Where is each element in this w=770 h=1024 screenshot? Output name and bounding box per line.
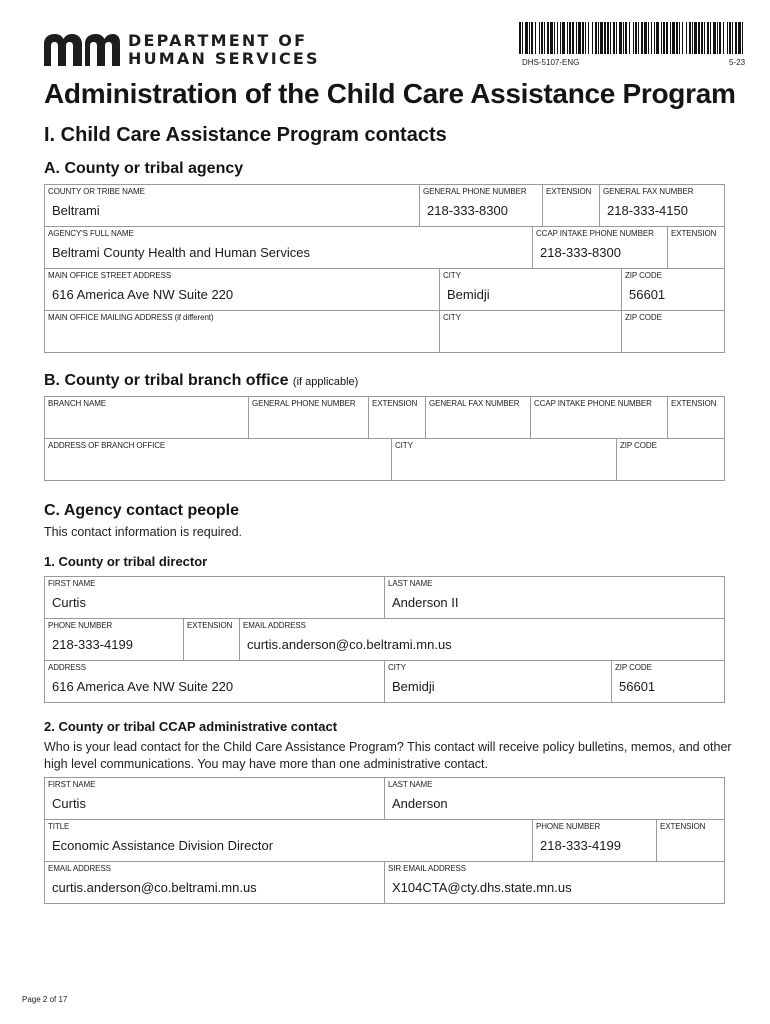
section-c-heading: C. Agency contact people	[44, 502, 239, 519]
admin-sir-email-field[interactable]: SIR EMAIL ADDRESS X104CTA@cty.dhs.state.mn.us	[384, 861, 725, 904]
admin-email-field[interactable]: EMAIL ADDRESS curtis.anderson@co.beltrami.mn.us	[44, 861, 385, 904]
main-office-zip-value: 56601	[629, 287, 666, 302]
main-office-mailing-field[interactable]: MAIN OFFICE MAILING ADDRESS (if different)	[44, 310, 440, 353]
section-c-note: This contact information is required.	[44, 525, 243, 539]
admin-contact-description: Who is your lead contact for the Child Care Assistance Program? This contact will receive policy bulletins, memos, and other high level communications. You may have more than one administrative contact.	[44, 740, 732, 771]
branch-address-field[interactable]: ADDRESS OF BRANCH OFFICE	[44, 438, 392, 481]
main-office-city-field[interactable]: CITY Bemidji	[439, 268, 622, 311]
mn-logo-icon	[44, 34, 120, 66]
director-address-value: 616 America Ave NW Suite 220	[52, 679, 234, 694]
branch-name-field[interactable]: BRANCH NAME	[44, 396, 249, 439]
admin-extension-field[interactable]: EXTENSION	[656, 819, 725, 862]
form-number: DHS-5107-ENG	[522, 58, 580, 67]
branch-ccap-intake-field[interactable]: CCAP INTAKE PHONE NUMBER	[530, 396, 668, 439]
ccap-intake-phone-field[interactable]: CCAP INTAKE PHONE NUMBER 218-333-8300	[532, 226, 668, 269]
director-address-field[interactable]: ADDRESS 616 America Ave NW Suite 220	[44, 660, 385, 703]
general-fax-field[interactable]: GENERAL FAX NUMBER 218-333-4150	[599, 184, 725, 227]
county-name-value: Beltrami	[52, 203, 100, 218]
director-zip-value: 56601	[619, 679, 656, 694]
admin-first-name-value: Curtis	[52, 796, 86, 811]
section-a-heading: A. County or tribal agency	[44, 160, 244, 177]
director-first-name-field[interactable]: FIRST NAME Curtis	[44, 576, 385, 619]
general-phone-extension-field[interactable]: EXTENSION	[542, 184, 600, 227]
admin-email-value: curtis.anderson@co.beltrami.mn.us	[52, 880, 257, 895]
admin-phone-value: 218-333-4199	[540, 838, 621, 853]
director-extension-field[interactable]: EXTENSION	[183, 618, 240, 661]
director-email-field[interactable]: EMAIL ADDRESS curtis.anderson@co.beltrami.mn.us	[239, 618, 725, 661]
branch-extension-field[interactable]: EXTENSION	[368, 396, 426, 439]
general-fax-value: 218-333-4150	[607, 203, 688, 218]
branch-city-field[interactable]: CITY	[391, 438, 617, 481]
section-title: I. Child Care Assistance Program contacts	[44, 124, 447, 146]
logo-text-department: DEPARTMENT OF	[128, 31, 308, 50]
form-date: 5-23	[729, 58, 746, 67]
admin-last-name-value: Anderson	[392, 796, 448, 811]
document-title: Administration of the Child Care Assistance Program	[44, 78, 736, 109]
section-b-heading: B. County or tribal branch office (if applicable)	[44, 372, 359, 389]
mailing-city-field[interactable]: CITY	[439, 310, 622, 353]
general-phone-field[interactable]: GENERAL PHONE NUMBER 218-333-8300	[419, 184, 543, 227]
main-office-street-field[interactable]: MAIN OFFICE STREET ADDRESS 616 America Ave NW Suite 220	[44, 268, 440, 311]
admin-first-name-field[interactable]: FIRST NAME Curtis	[44, 777, 385, 820]
director-email-value: curtis.anderson@co.beltrami.mn.us	[247, 637, 452, 652]
admin-title-field[interactable]: TITLE Economic Assistance Division Director	[44, 819, 533, 862]
admin-sir-email-value: X104CTA@cty.dhs.state.mn.us	[392, 880, 572, 895]
admin-title-value: Economic Assistance Division Director	[52, 838, 274, 853]
director-last-name-field[interactable]: LAST NAME Anderson II	[384, 576, 725, 619]
agency-full-name-value: Beltrami County Health and Human Services	[52, 245, 310, 260]
director-city-field[interactable]: CITY Bemidji	[384, 660, 612, 703]
ccap-intake-extension-field[interactable]: EXTENSION	[667, 226, 725, 269]
director-last-name-value: Anderson II	[392, 595, 459, 610]
page-number: Page 2 of 17	[22, 995, 68, 1004]
admin-last-name-field[interactable]: LAST NAME Anderson	[384, 777, 725, 820]
logo-text-human-services: HUMAN SERVICES	[128, 49, 320, 68]
admin-contact-heading: 2. County or tribal CCAP administrative contact	[44, 719, 338, 734]
director-first-name-value: Curtis	[52, 595, 86, 610]
agency-full-name-field[interactable]: AGENCY'S FULL NAME Beltrami County Health and Human Services	[44, 226, 533, 269]
admin-phone-field[interactable]: PHONE NUMBER 218-333-4199	[532, 819, 657, 862]
ccap-intake-phone-value: 218-333-8300	[540, 245, 621, 260]
branch-general-phone-field[interactable]: GENERAL PHONE NUMBER	[248, 396, 369, 439]
barcode-icon	[519, 22, 744, 54]
county-name-field[interactable]: COUNTY OR TRIBE NAME Beltrami	[44, 184, 420, 227]
branch-ccap-extension-field[interactable]: EXTENSION	[667, 396, 725, 439]
general-phone-value: 218-333-8300	[427, 203, 508, 218]
mailing-zip-field[interactable]: ZIP CODE	[621, 310, 725, 353]
main-office-city-value: Bemidji	[447, 287, 490, 302]
main-office-street-value: 616 America Ave NW Suite 220	[52, 287, 234, 302]
director-zip-field[interactable]: ZIP CODE 56601	[611, 660, 725, 703]
director-heading: 1. County or tribal director	[44, 554, 208, 569]
main-office-zip-field[interactable]: ZIP CODE 56601	[621, 268, 725, 311]
director-phone-value: 218-333-4199	[52, 637, 133, 652]
director-city-value: Bemidji	[392, 679, 435, 694]
branch-general-fax-field[interactable]: GENERAL FAX NUMBER	[425, 396, 531, 439]
director-phone-field[interactable]: PHONE NUMBER 218-333-4199	[44, 618, 184, 661]
branch-zip-field[interactable]: ZIP CODE	[616, 438, 725, 481]
